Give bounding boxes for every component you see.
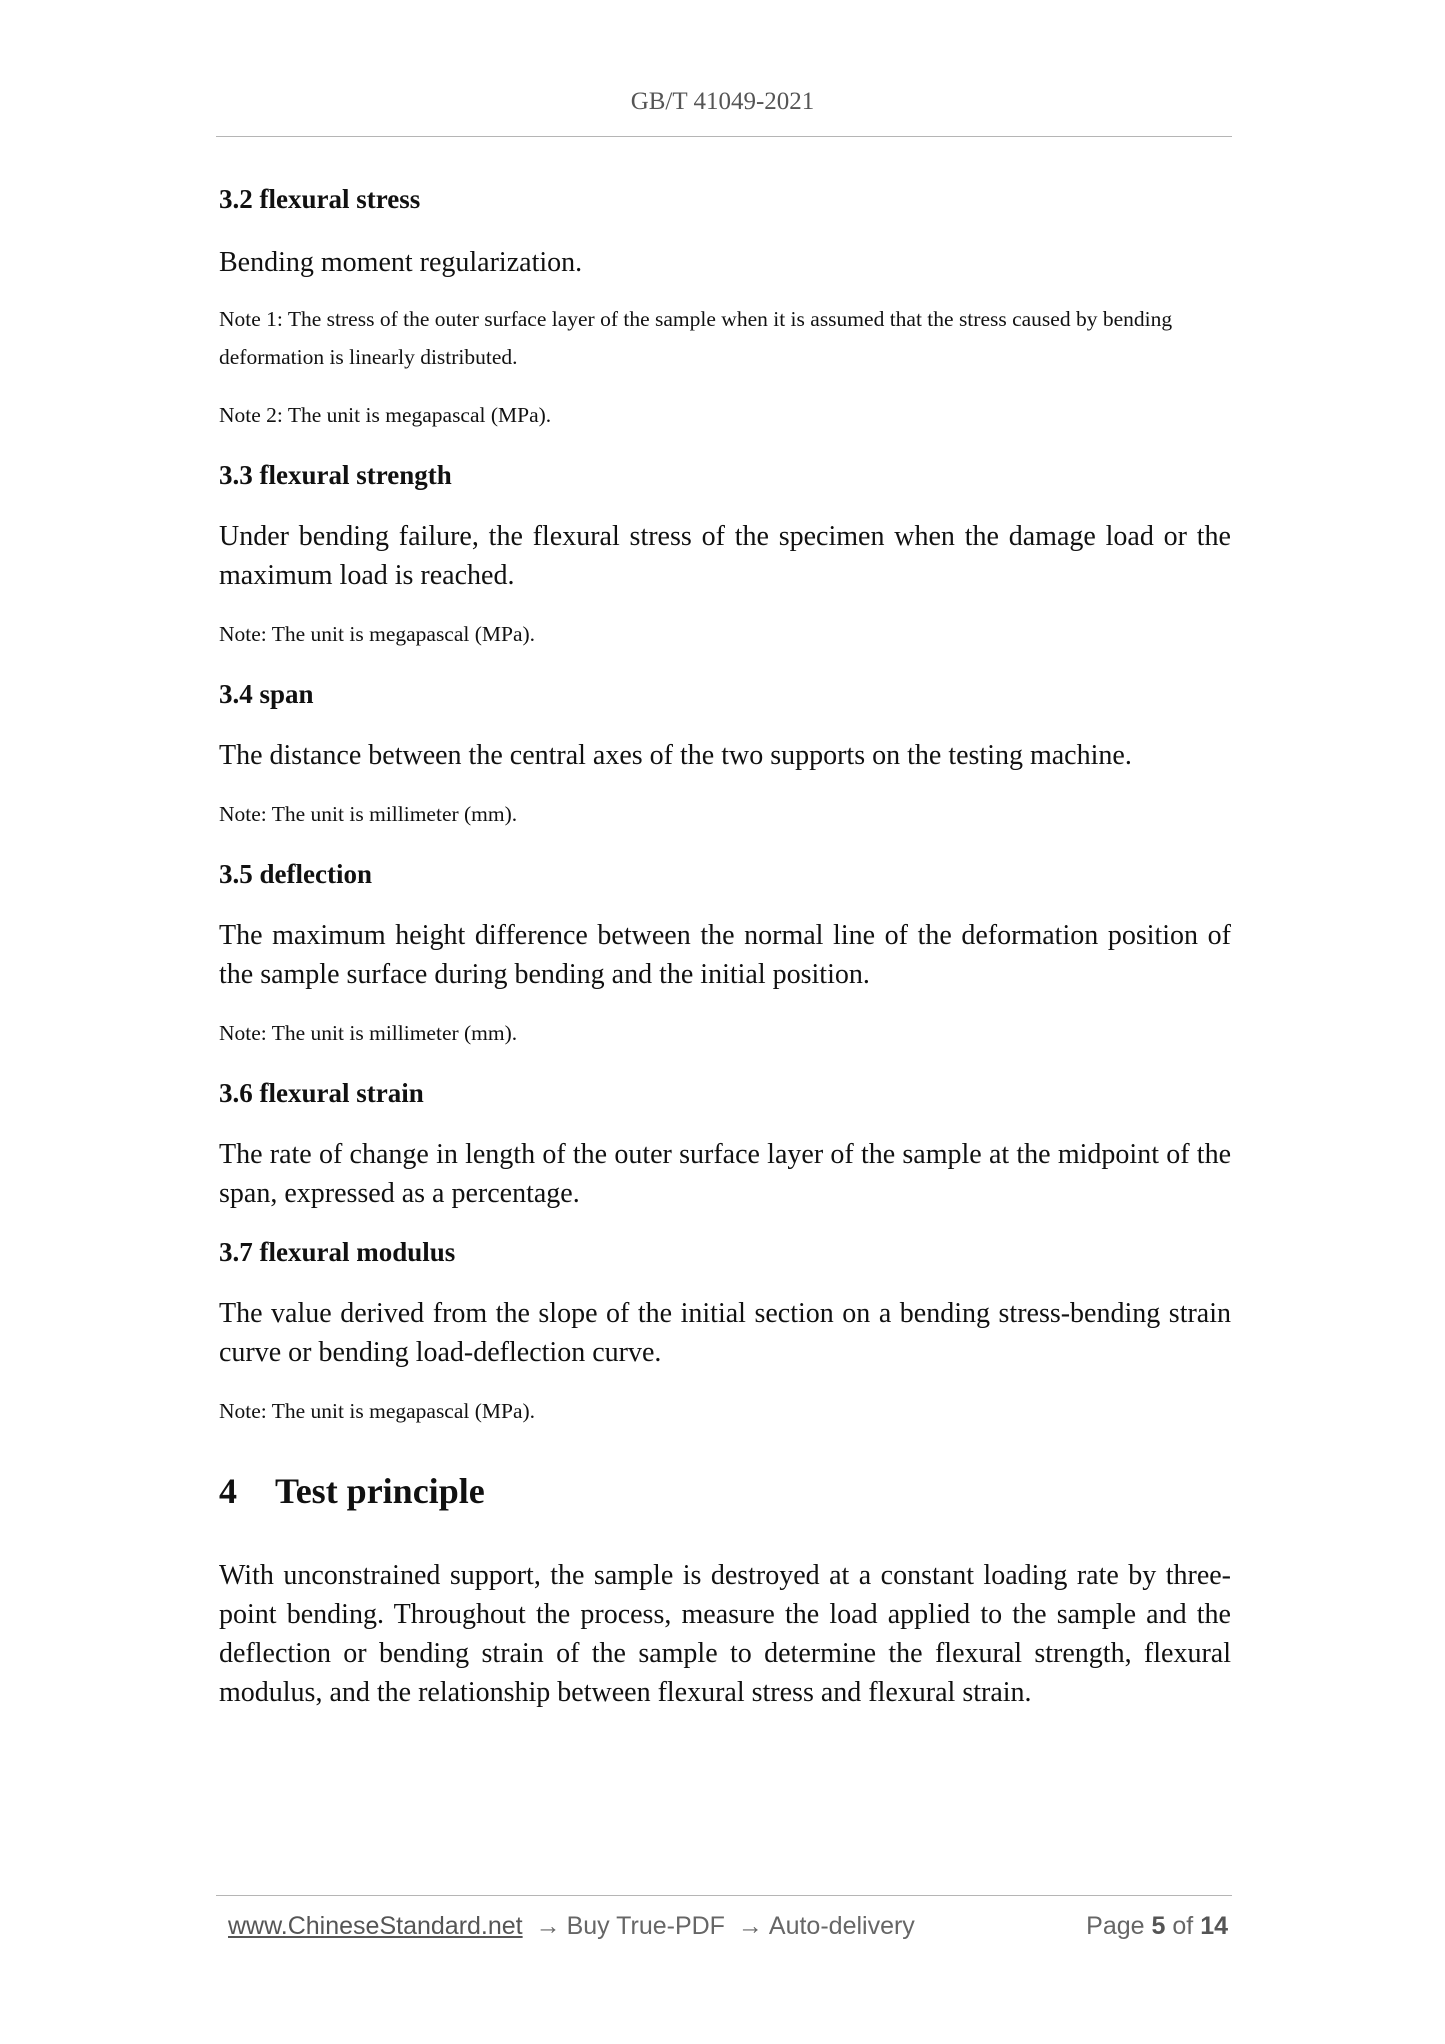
section-note-3-2-2: Note 2: The unit is megapascal (MPa). <box>219 403 552 427</box>
buy-true-pdf-text: Buy True-PDF <box>566 1912 725 1940</box>
section-note-3-7: Note: The unit is megapascal (MPa). <box>219 1399 536 1423</box>
chapter-number: 4 <box>219 1471 237 1511</box>
header-standard-id: GB/T 41049-2021 <box>630 88 815 115</box>
auto-delivery-text: Auto-delivery <box>768 1912 915 1940</box>
section-heading-3-5: 3.5 deflection <box>219 859 372 889</box>
arrow-right-icon: → <box>535 1912 561 1940</box>
chapter-title: Test principle <box>275 1471 485 1511</box>
site-link[interactable]: www.ChineseStandard.net <box>228 1912 523 1940</box>
section-body-3-2: Bending moment regularization. <box>219 247 583 278</box>
chapter-heading <box>219 1470 1231 1512</box>
section-heading-3-6: 3.6 flexural strain <box>219 1078 424 1108</box>
footer-divider <box>216 1895 1232 1896</box>
total-pages-number: 14 <box>1200 1912 1228 1940</box>
section-heading-3-4: 3.4 span <box>219 679 314 709</box>
chapter-body: With unconstrained support, the sample is destroyed at a constant loading rate by three-point bending. Throughout the process, measure the load applied to the sample and the deflection or bending strain of the sample to determine the flexural strength, flexural modulus, and the relationship between flexural stress and flexural strain. <box>219 1560 1231 1708</box>
section-note-3-2-1: Note 1: The stress of the outer surface layer of the sample when it is assumed that the stress caused by bending deformation is linearly distributed. <box>219 307 1173 369</box>
section-note-3-5: Note: The unit is millimeter (mm). <box>219 1021 518 1045</box>
header-divider <box>216 136 1232 137</box>
section-note-3-3: Note: The unit is megapascal (MPa). <box>219 622 536 646</box>
page-word: Page <box>1086 1912 1145 1940</box>
section-body-3-3: Under bending failure, the flexural stress of the specimen when the damage load or the maximum load is reached. <box>219 521 1231 591</box>
section-body-3-7: The value derived from the slope of the initial section on a bending stress-bending strain curve or bending load-deflection curve. <box>219 1298 1231 1368</box>
current-page-number: 5 <box>1151 1912 1166 1940</box>
section-heading-3-3: 3.3 flexural strength <box>219 460 452 490</box>
page-footer <box>228 1912 1228 1941</box>
section-body-3-5: The maximum height difference between the normal line of the deformation position of the sample surface during bending and the initial position. <box>219 920 1231 990</box>
section-body-3-6: The rate of change in length of the outer surface layer of the sample at the midpoint of the span, expressed as a percentage. <box>219 1139 1231 1209</box>
section-body-3-4: The distance between the central axes of the two supports on the testing machine. <box>219 740 1132 771</box>
section-heading-3-7: 3.7 flexural modulus <box>219 1237 456 1267</box>
section-heading-3-2: 3.2 flexural stress <box>219 184 421 214</box>
of-word: of <box>1172 1912 1194 1940</box>
arrow-right-icon: → <box>737 1912 763 1940</box>
page-indicator <box>1086 1912 1228 1941</box>
section-note-3-4: Note: The unit is millimeter (mm). <box>219 802 518 826</box>
page-content <box>219 184 1231 1712</box>
